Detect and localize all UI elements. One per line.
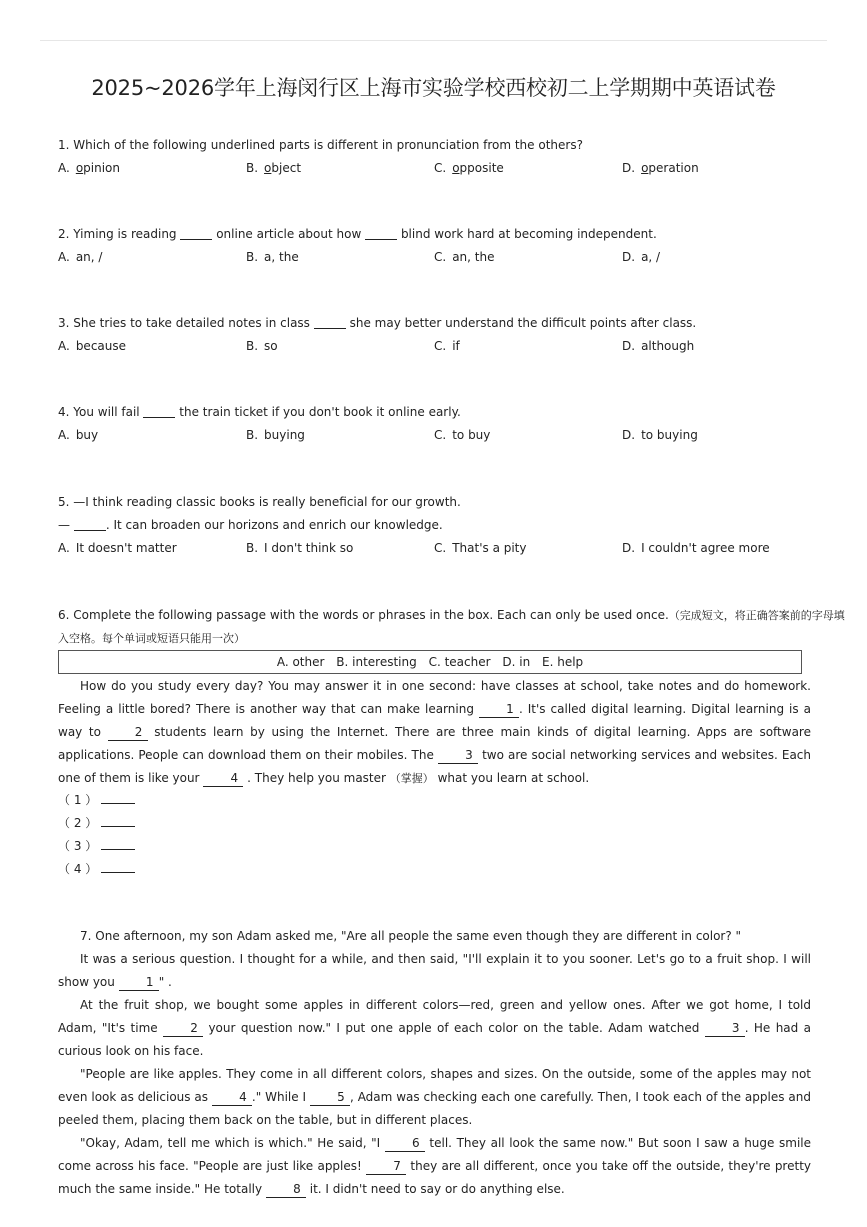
option-text: It doesn't matter [75, 541, 177, 555]
option-letter: D. [622, 250, 636, 264]
passage-text: they are all different, once you take off the outside, they're pretty much the same inside." He totally [58, 1159, 811, 1196]
passage-text: students learn by using the Internet. There are three main kinds of digital learning. Apps are software applications. People can download them on their mobiles. The [58, 725, 811, 762]
option-letter: A. [58, 161, 70, 175]
intro-text-cn: 入空格。每个单词或短语只能用一次） [58, 632, 245, 645]
option-text: because [75, 339, 127, 353]
answer-blank[interactable] [101, 860, 135, 873]
passage-paragraph [58, 1132, 811, 1201]
answer-number: （ 4 ） [58, 862, 98, 876]
option-text: a, / [641, 250, 661, 264]
option-row [58, 157, 813, 180]
answer-blank[interactable] [101, 814, 135, 827]
underlined-part: o [75, 161, 84, 175]
option-a[interactable] [58, 246, 246, 269]
option-text: buy [75, 428, 99, 442]
passage-paragraph [58, 675, 811, 790]
option-a[interactable] [58, 537, 246, 560]
option-text: to buying [641, 428, 698, 442]
header-divider [40, 40, 827, 41]
option-c[interactable] [434, 157, 622, 180]
passage-text: tell. They all look the same now." But soon I saw a huge smile come across his face. "People are just like apples! [58, 1136, 811, 1173]
question-stem: 1. Which of the following underlined parts is different in pronunciation from the others? [58, 138, 583, 152]
numbered-blank[interactable]: 5 [310, 1090, 350, 1106]
option-c[interactable] [434, 246, 622, 269]
option-row [58, 335, 813, 358]
numbered-blank[interactable]: 1 [119, 975, 159, 991]
option-b[interactable] [246, 424, 434, 447]
passage-paragraph [58, 1063, 811, 1132]
option-b[interactable] [246, 246, 434, 269]
option-d[interactable] [622, 424, 810, 447]
numbered-blank[interactable]: 7 [366, 1159, 406, 1175]
stem-text: 3. She tries to take detailed notes in class [58, 316, 310, 330]
question-6-answers [58, 789, 813, 881]
intro-text: 6. Complete the following passage with the words or phrases in the box. Each can only be used once. [58, 608, 669, 622]
numbered-blank[interactable]: 4 [212, 1090, 252, 1106]
word-box-item: B. interesting [336, 655, 417, 669]
numbered-blank[interactable]: 3 [705, 1021, 745, 1037]
answer-line[interactable] [58, 835, 813, 858]
option-row [58, 246, 813, 269]
option-text: That's a pity [452, 541, 527, 555]
underlined-part: o [452, 161, 460, 175]
passage-paragraph [58, 948, 811, 994]
option-b[interactable] [246, 537, 434, 560]
answer-blank[interactable] [365, 225, 397, 240]
passage-text: , Adam was checking each one carefully. Then, I took each of the apples and peeled them, placing them back on the table, but in different places. [58, 1090, 811, 1127]
option-letter: A. [58, 250, 70, 264]
option-letter: B. [246, 339, 259, 353]
answer-blank[interactable] [101, 837, 135, 850]
option-letter: D. [622, 161, 636, 175]
option-letter: A. [58, 339, 70, 353]
option-d[interactable] [622, 157, 810, 180]
intro-text-cn: （完成短文，将正确答案前的字母填 [668, 609, 845, 622]
passage-text-cn: （掌握） [389, 772, 434, 785]
stem-text: online article about how [216, 227, 362, 241]
word-box-item: D. in [502, 655, 531, 669]
option-letter: C. [434, 339, 447, 353]
option-text: pinion [83, 161, 120, 175]
stem-text: blind work hard at becoming independent. [400, 227, 657, 241]
answer-number: （ 1 ） [58, 793, 98, 807]
stem-text: — [58, 518, 70, 532]
numbered-blank[interactable]: 6 [385, 1136, 425, 1152]
option-text: although [641, 339, 695, 353]
question-6-intro [58, 604, 845, 650]
option-row [58, 424, 813, 447]
answer-number: （ 2 ） [58, 816, 98, 830]
option-d[interactable] [622, 537, 810, 560]
option-text: an, / [75, 250, 103, 264]
page-title: 2025~2026学年上海闵行区上海市实验学校西校初二上学期期中英语试卷 [91, 76, 776, 100]
stem-text: . It can broaden our horizons and enrich our knowledge. [105, 518, 443, 532]
option-text: an, the [452, 250, 495, 264]
passage-text: . They help you master [247, 771, 386, 785]
numbered-blank[interactable]: 4 [203, 771, 243, 787]
option-text: to buy [452, 428, 491, 442]
option-letter: C. [434, 161, 447, 175]
option-text: a, the [264, 250, 299, 264]
option-text: pposite [459, 161, 504, 175]
option-letter: B. [246, 250, 259, 264]
option-a[interactable] [58, 157, 246, 180]
passage-text: it. I didn't need to say or do anything else. [309, 1182, 565, 1196]
question-2 [58, 223, 813, 269]
option-text: so [264, 339, 278, 353]
option-a[interactable] [58, 424, 246, 447]
option-letter: B. [246, 428, 259, 442]
question-1 [58, 134, 813, 180]
option-letter: D. [622, 339, 636, 353]
answer-number: （ 3 ） [58, 839, 98, 853]
option-text: bject [271, 161, 302, 175]
passage-text: your question now." I put one apple of each color on the table. Adam watched [208, 1021, 700, 1035]
passage-text: "Okay, Adam, tell me which is which." He said, "I [80, 1136, 381, 1150]
question-stem: 5. —I think reading classic books is really beneficial for our growth. [58, 495, 461, 509]
option-letter: B. [246, 541, 259, 555]
option-letter: D. [622, 428, 636, 442]
passage-text: "People are like apples. They come in all different colors, shapes and sizes. On the outside, some of the apples may not even look as delicious as [58, 1067, 811, 1104]
option-letter: D. [622, 541, 636, 555]
word-box [58, 650, 802, 674]
question-6-passage [58, 675, 811, 790]
numbered-blank[interactable]: 8 [266, 1182, 306, 1198]
passage-text: 7. One afternoon, my son Adam asked me, "Are all people the same even though they are different in color? " [80, 929, 742, 943]
option-a[interactable] [58, 335, 246, 358]
option-row [58, 537, 813, 560]
option-letter: A. [58, 428, 70, 442]
passage-text: . He had a curious look on his face. [58, 1021, 812, 1058]
word-box-item: E. help [542, 655, 584, 669]
numbered-blank[interactable]: 1 [479, 702, 519, 718]
answer-blank[interactable] [314, 314, 346, 329]
question-stem [58, 223, 813, 246]
option-letter: B. [246, 161, 259, 175]
option-letter: C. [434, 250, 447, 264]
passage-text: " . [158, 975, 172, 989]
option-text: I don't think so [264, 541, 354, 555]
answer-blank[interactable] [180, 225, 212, 240]
underlined-part: o [641, 161, 649, 175]
option-text: peration [648, 161, 699, 175]
answer-line[interactable] [58, 858, 813, 881]
numbered-blank[interactable]: 3 [438, 748, 478, 764]
passage-text: How do you study every day? You may answer it in one second: have classes at school, take notes and do homework. Feeling a little bored? There is another way that can make learning [58, 679, 811, 716]
option-c[interactable] [434, 335, 622, 358]
underlined-part: o [264, 161, 272, 175]
numbered-blank[interactable]: 2 [163, 1021, 203, 1037]
option-text: I couldn't agree more [641, 541, 770, 555]
stem-text: 4. You will fail [58, 405, 140, 419]
option-b[interactable] [246, 157, 434, 180]
question-4 [58, 401, 813, 447]
option-c[interactable] [434, 537, 622, 560]
option-text: if [452, 339, 460, 353]
numbered-blank[interactable]: 2 [108, 725, 148, 741]
option-d[interactable] [622, 335, 810, 358]
option-letter: C. [434, 541, 447, 555]
option-letter: C. [434, 428, 447, 442]
passage-paragraph [58, 925, 811, 948]
option-letter: A. [58, 541, 70, 555]
answer-blank[interactable] [74, 516, 106, 531]
answer-line[interactable] [58, 789, 813, 812]
stem-text: the train ticket if you don't book it online early. [179, 405, 461, 419]
question-stem [58, 401, 813, 424]
option-d[interactable] [622, 246, 810, 269]
passage-text: At the fruit shop, we bought some apples in different colors—red, green and yellow ones. After we got home, I told Adam, "It's time [58, 998, 811, 1035]
option-text: buying [264, 428, 305, 442]
stem-text: she may better understand the difficult points after class. [349, 316, 697, 330]
word-box-item: C. teacher [428, 655, 491, 669]
passage-paragraph [58, 994, 811, 1063]
word-box-item: A. other [276, 655, 325, 669]
answer-blank[interactable] [143, 403, 175, 418]
question-stem-reply [58, 514, 813, 537]
question-stem [58, 312, 813, 335]
passage-text: two are social networking services and websites. Each one of them is like your [58, 748, 811, 785]
question-7-passage [58, 925, 811, 1201]
question-3 [58, 312, 813, 358]
passage-text: what you learn at school. [437, 771, 590, 785]
passage-text: . It's called digital learning. Digital learning is a way to [58, 702, 811, 739]
passage-text: ." While I [251, 1090, 307, 1104]
option-b[interactable] [246, 335, 434, 358]
option-c[interactable] [434, 424, 622, 447]
stem-text: 2. Yiming is reading [58, 227, 177, 241]
question-5 [58, 491, 813, 560]
passage-text: It was a serious question. I thought for a while, and then said, "I'll explain it to you sooner. Let's go to a fruit shop. I will show you [58, 952, 811, 989]
answer-blank[interactable] [101, 791, 135, 804]
answer-line[interactable] [58, 812, 813, 835]
